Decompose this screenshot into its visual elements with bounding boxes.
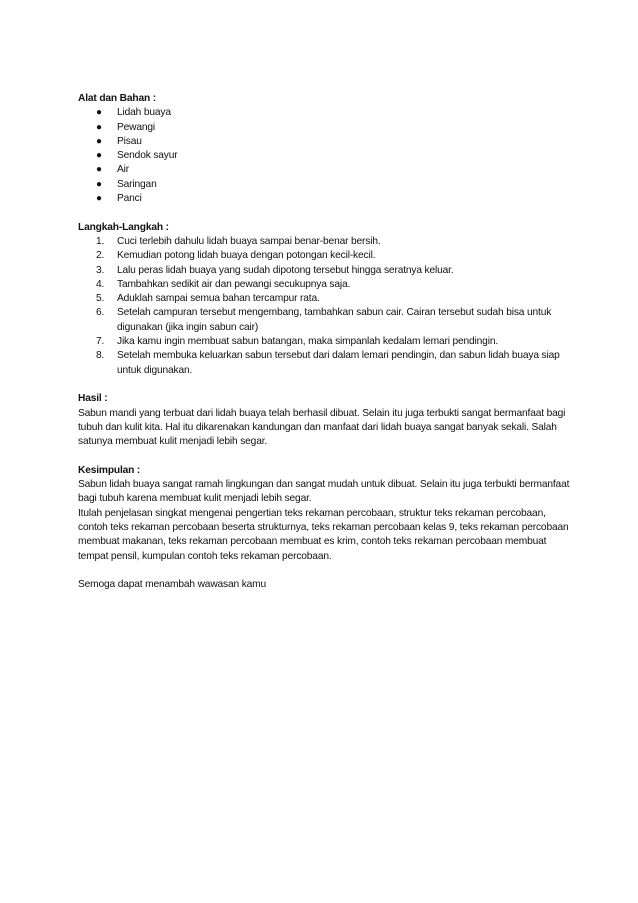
step-item: 4. Tambahkan sedikit air dan pewangi secukupnya saja. [78,278,570,292]
bullet-icon: ● [96,135,102,147]
hasil-heading: Hasil : [78,393,108,405]
list-item: ● Panci [78,192,570,206]
list-item: ● Air [78,163,570,177]
closing-paragraph: Semoga dapat menambah wawasan kamu [78,579,267,591]
step-item: 8. Setelah membuka keluarkan sabun tersebut dari dalam lemari pendingin, dan sabun lidah buaya siap untuk digunakan. [96,350,560,376]
step-number: 1. [96,235,105,247]
bullet-icon: ● [96,121,102,133]
step-number: 6. [96,307,105,319]
step-item: 6. Setelah campuran tersebut mengembang, tambahkan sabun cair. Cairan tersebut sudah bisa untuk digunakan (jika ingin sabun cair) [96,307,552,333]
spacer [78,378,570,392]
step-item: 2. Kemudian potong lidah buaya dengan potongan kecil-kecil. [78,249,570,263]
alat-bahan-heading: Alat dan Bahan : [78,93,156,104]
hasil-paragraph: Sabun mandi yang terbuat dari lidah buaya telah berhasil dibuat. Selain itu juga terbukti sangat bermanfaat bagi tubuh dan kulit kita. Hal itu dikarenakan kandungan dan manfaat dari lidah buaya sangat banyak sekali. Salah satunya membuat kulit menjadi lebih segar. [78,407,566,448]
spacer [78,206,570,220]
bullet-icon: ● [96,164,102,176]
document-page [78,92,570,592]
alat-bahan-list [78,106,570,206]
spacer [78,449,570,463]
step-item: 1. Cuci terlebih dahulu lidah buaya sampai benar-benar bersih. [78,235,570,249]
bullet-icon: ● [96,150,102,162]
step-number: 5. [96,293,105,305]
list-item: ● Sendok sayur [78,149,570,163]
step-item: 3. Lalu peras lidah buaya yang sudah dipotong tersebut hingga seratnya keluar. [78,264,570,278]
kesimpulan-paragraph: Sabun lidah buaya sangat ramah lingkungan dan sangat mudah untuk dibuat. Selain itu juga terbukti bermanfaat bagi tubuh karena membuat kulit menjadi lebih segar. [78,479,570,505]
list-item: ● Lidah buaya [78,106,570,120]
langkah-list [78,235,570,378]
kesimpulan-heading: Kesimpulan : [78,464,141,476]
step-number: 4. [96,278,105,290]
step-item: 7. Jika kamu ingin membuat sabun batangan, maka simpanlah kedalam lemari pendingin. [78,335,570,349]
spacer [78,564,570,578]
langkah-heading: Langkah-Langkah : [78,221,169,233]
step-number: 3. [96,264,105,276]
step-number: 8. [96,350,105,362]
list-item: ● Pisau [78,135,570,149]
bullet-icon: ● [96,107,102,119]
list-item: ● Saringan [78,178,570,192]
penjelasan-paragraph: Itulah penjelasan singkat mengenai pengertian teks rekaman percobaan, struktur teks rekaman percobaan, contoh teks rekaman percobaan beserta strukturnya, teks rekaman percobaan kelas 9, teks rekaman percobaan membuat makanan, teks rekaman percobaan membuat es krim, contoh teks rekaman percobaan membuat tempat pensil, kumpulan contoh teks rekaman percobaan. [78,507,569,562]
step-number: 7. [96,336,105,348]
bullet-icon: ● [96,193,102,205]
list-item: ● Pewangi [78,121,570,135]
step-item: 5. Aduklah sampai semua bahan tercampur rata. [78,292,570,306]
step-number: 2. [96,250,105,262]
bullet-icon: ● [96,178,102,190]
